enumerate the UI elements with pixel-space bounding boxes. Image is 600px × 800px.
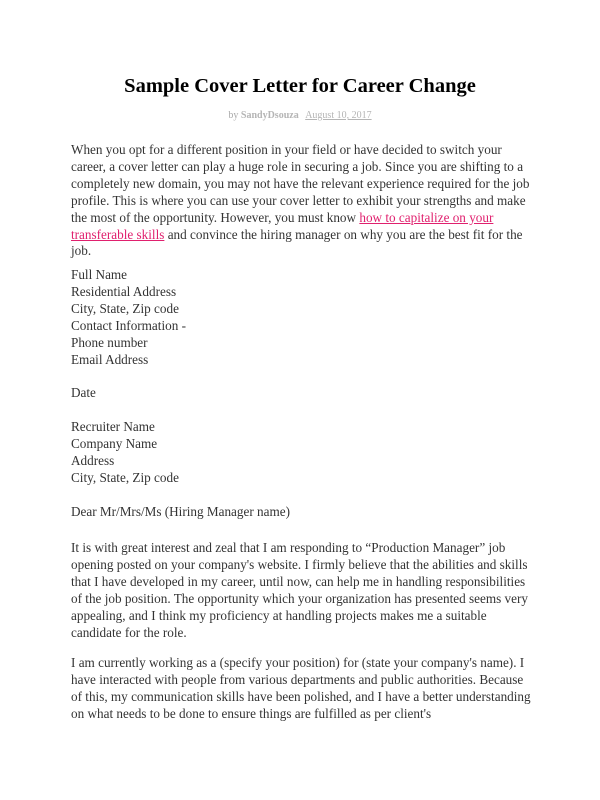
byline-prefix: by (228, 110, 239, 121)
sender-address-block (71, 267, 531, 368)
transferable-skills-link[interactable]: how to capitalize on your transferable skills (71, 209, 494, 242)
recipient-name: Recruiter Name (71, 419, 155, 434)
letter-paragraph-1: It is with great interest and zeal that I am responding to “Production Manager” job opening posted on your company's website. I firmly believe that the abilities and skills that I have developed in my career, until now, can help me in handling responsibilities of the job position. The opportunity which your organization has presented seems very appealing, and I think my proficiency at handling projects makes me a suitable candidate for the role. (71, 540, 528, 640)
letter-paragraph-2: I am currently working as a (specify your position) for (state your company's name). I have interacted with people from various departments and public authorities. Because of this, my communication skills have been polished, and I have a better understanding on what needs to be done to ensure things are fulfilled as per client's (71, 655, 531, 721)
sender-email-address: Email Address (71, 351, 149, 367)
sender-residential-address: Residential Address (71, 283, 177, 299)
byline (0, 109, 600, 123)
sender-city-state-zip: City, State, Zip code (71, 300, 179, 316)
sender-contact-information: Contact Information - (71, 317, 186, 333)
intro-text-before: When you opt for a different position in your field or have decided to switch your career, a cover letter can play a huge role in securing a job. Since you are shifting to a completely new domain, you may not have the relevant experience required for the job profile. This is where you can use your cover letter to exhibit your strengths and make the most of the opportunity. However, you must know (71, 142, 530, 225)
recipient-address: Address (71, 452, 115, 468)
intro-text-after: and convince the hiring manager on why you are the best fit for the job. (71, 226, 523, 259)
intro-paragraph (71, 142, 533, 260)
publish-date[interactable]: August 10, 2017 (305, 110, 372, 121)
recipient-company-name: Company Name (71, 435, 158, 451)
recipient-city-state-zip: City, State, Zip code (71, 469, 179, 485)
salutation: Dear Mr/Mrs/Ms (Hiring Manager name) (71, 504, 290, 519)
page-title: Sample Cover Letter for Career Change (124, 75, 476, 97)
author-name[interactable]: SandyDsouza (240, 110, 299, 121)
date-line: Date (71, 385, 96, 400)
sender-full-name: Full Name (71, 267, 128, 282)
recipient-address-block (71, 419, 531, 487)
sender-phone-number: Phone number (71, 334, 148, 350)
